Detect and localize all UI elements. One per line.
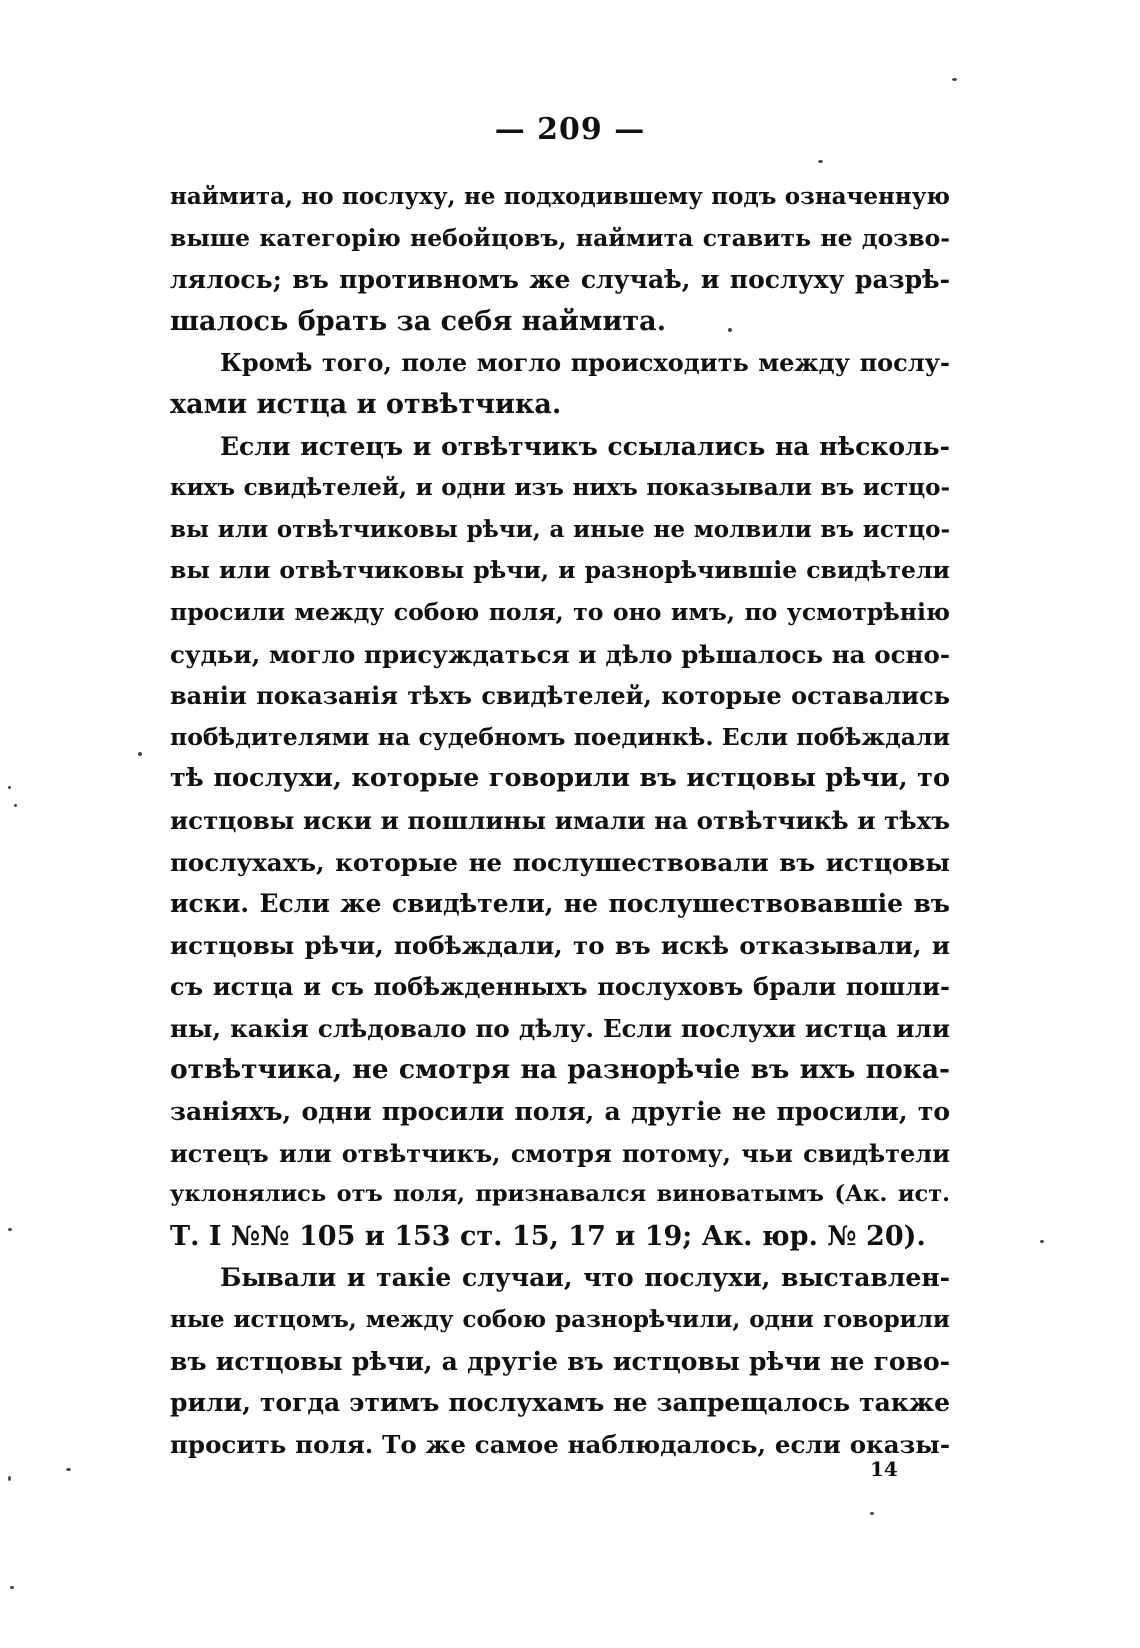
scan-speck bbox=[8, 1228, 12, 1231]
text-line: вы или отвѣтчиковы рѣчи, а иные не молвили въ истцо- bbox=[170, 515, 950, 543]
scan-speck bbox=[66, 1468, 71, 1471]
text-line: выше категорію небойцовъ, наймита ставить не дозво- bbox=[170, 223, 950, 252]
text-line: послухахъ, которые не послушествовали въ истцовы bbox=[170, 847, 950, 877]
text-line: рили, тогда этимъ послухамъ не запрещалось также bbox=[170, 1388, 950, 1418]
page-number: — 209 — bbox=[494, 112, 646, 147]
text-line: побѣдителями на судебномъ поединкѣ. Если побѣждали bbox=[170, 722, 950, 751]
text-line: ные истцомъ, между собою разнорѣчили, одни говорили bbox=[170, 1306, 950, 1334]
text-line: ваніи показанія тѣхъ свидѣтелей, которые оставались bbox=[170, 681, 950, 711]
text-line: судьи, могло присуждаться и дѣло рѣшалось на осно- bbox=[170, 639, 950, 669]
text-line: наймита, но послуху, не подходившему подъ означенную bbox=[170, 183, 950, 210]
text-line: шалось брать за себя наймита. bbox=[170, 305, 667, 337]
text-line: вы или отвѣтчиковы рѣчи, и разнорѣчившіе свидѣтели bbox=[170, 556, 950, 585]
text-line: Бывали и такіе случаи, что послухи, выставлен- bbox=[220, 1263, 950, 1293]
text-line: хами истца и отвѣтчика. bbox=[170, 388, 562, 420]
scan-speck bbox=[14, 804, 17, 807]
text-line: тѣ послухи, которые говорили въ истцовы рѣчи, то bbox=[170, 763, 950, 794]
scan-speck bbox=[8, 1476, 11, 1481]
text-line: истецъ или отвѣтчикъ, смотря потому, чьи свидѣтели bbox=[170, 1138, 950, 1168]
text-line: Кромѣ того, поле могло происходить между послу- bbox=[220, 348, 950, 378]
text-line: иски. Если же свидѣтели, не послушествовавшіе въ bbox=[170, 889, 950, 919]
scan-speck bbox=[1040, 1240, 1044, 1243]
text-line: уклонялись отъ поля, признавался виноватымъ (Ак. ист. bbox=[170, 1181, 950, 1208]
scan-speck bbox=[8, 786, 11, 789]
scan-speck bbox=[10, 1586, 14, 1589]
text-line: Если истецъ и отвѣтчикъ ссылались на нѣсколь- bbox=[220, 431, 950, 461]
text-line: просили между собою поля, то оно имъ, по усмотрѣнію bbox=[170, 597, 950, 626]
scan-speck bbox=[138, 752, 142, 756]
scan-speck bbox=[952, 78, 957, 81]
text-line: истцовы иски и пошлины имали на отвѣтчикѣ и тѣхъ bbox=[170, 805, 950, 835]
text-line: просить поля. То же самое наблюдалось, если оказы- bbox=[170, 1429, 950, 1459]
text-line: лялось; въ противномъ же случаѣ, и послуху разрѣ- bbox=[170, 265, 950, 295]
text-line: въ истцовы рѣчи, а другіе въ истцовы рѣчи не гово- bbox=[170, 1346, 950, 1376]
scan-speck bbox=[870, 1512, 874, 1515]
scan-speck bbox=[818, 160, 823, 163]
text-line: кихъ свидѣтелей, и одни изъ нихъ показывали въ истцо- bbox=[170, 474, 950, 502]
signature-mark: 14 bbox=[870, 1457, 898, 1481]
text-line: ны, какія слѣдовало по дѣлу. Если послухи истца или bbox=[170, 1013, 950, 1043]
body-text bbox=[170, 176, 950, 1465]
scan-speck bbox=[728, 328, 732, 332]
text-line: отвѣтчика, не смотря на разнорѣчіе въ ихъ пока- bbox=[170, 1054, 950, 1086]
text-line: съ истца и съ побѣжденныхъ послуховъ брали пошли- bbox=[170, 972, 950, 1002]
text-line: истцовы рѣчи, побѣждали, то въ искѣ отказывали, и bbox=[170, 930, 950, 960]
text-line: заніяхъ, одни просили поля, а другіе не просили, то bbox=[170, 1097, 950, 1127]
text-line: Т. I №№ 105 и 153 ст. 15, 17 и 19; Ак. юр. № 20). bbox=[170, 1220, 926, 1252]
